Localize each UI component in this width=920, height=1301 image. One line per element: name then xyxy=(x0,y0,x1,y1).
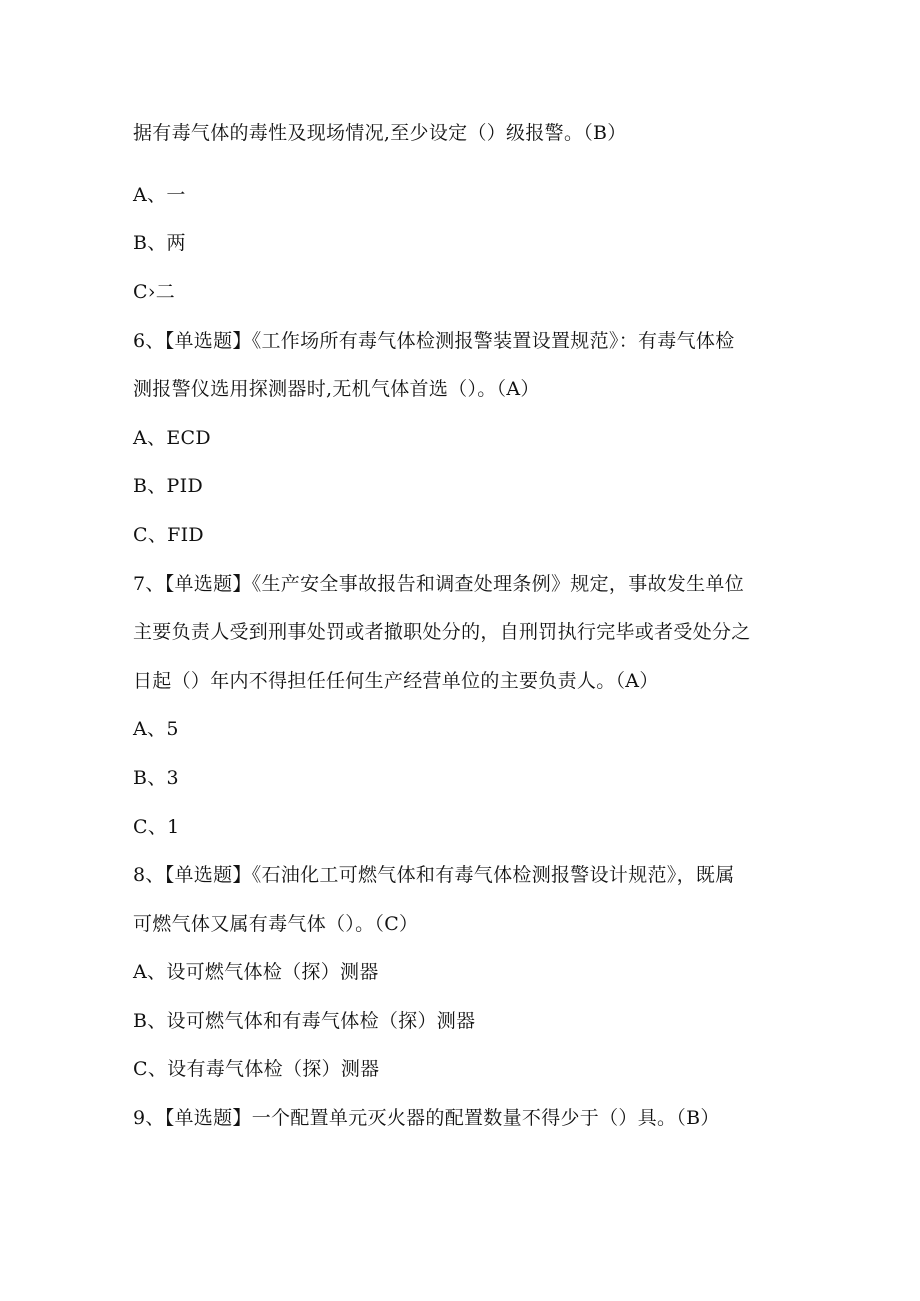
question-6-option-b: B、PID xyxy=(133,475,203,497)
question-6-stem-line-2: 测报警仪选用探测器时,无机气体首选（）。（A） xyxy=(133,378,540,400)
question-6-option-a: A、ECD xyxy=(133,427,211,449)
question-7-stem-line-3: 日起（）年内不得担任任何生产经营单位的主要负责人。（A） xyxy=(133,670,659,692)
question-7-option-c: C、1 xyxy=(133,816,180,838)
question-5-option-c: C›二 xyxy=(133,281,176,303)
question-8-option-b: B、设可燃气体和有毒气体检（探）测器 xyxy=(133,1010,476,1032)
question-8-stem-line-2: 可燃气体又属有毒气体（）。（C） xyxy=(133,913,419,935)
question-5-stem-line-1: 据有毒气体的毒性及现场情况,至少设定（）级报警。（B） xyxy=(133,122,627,144)
question-6-stem-line-1: 6、【单选题】《工作场所有毒气体检测报警装置设置规范》：有毒气体检 xyxy=(133,330,735,352)
question-8-option-c: C、设有毒气体检（探）测器 xyxy=(133,1058,380,1080)
question-7-option-a: A、5 xyxy=(133,718,179,740)
question-8-stem-line-1: 8、【单选题】《石油化工可燃气体和有毒气体检测报警设计规范》，既属 xyxy=(133,864,735,886)
question-7-option-b: B、3 xyxy=(133,767,179,789)
question-5-option-b: B、两 xyxy=(133,232,186,254)
question-5-option-a: A、一 xyxy=(133,184,186,206)
question-9-stem-line-1: 9、【单选题】一个配置单元灭火器的配置数量不得少于（）具。（B） xyxy=(133,1107,720,1129)
question-8-option-a: A、设可燃气体检（探）测器 xyxy=(133,961,379,983)
question-7-stem-line-1: 7、【单选题】《生产安全事故报告和调查处理条例》规定，事故发生单位 xyxy=(133,573,744,595)
question-6-option-c: C、FID xyxy=(133,524,204,546)
question-7-stem-line-2: 主要负责人受到刑事处罚或者撤职处分的，自刑罚执行完毕或者受处分之 xyxy=(133,621,751,643)
